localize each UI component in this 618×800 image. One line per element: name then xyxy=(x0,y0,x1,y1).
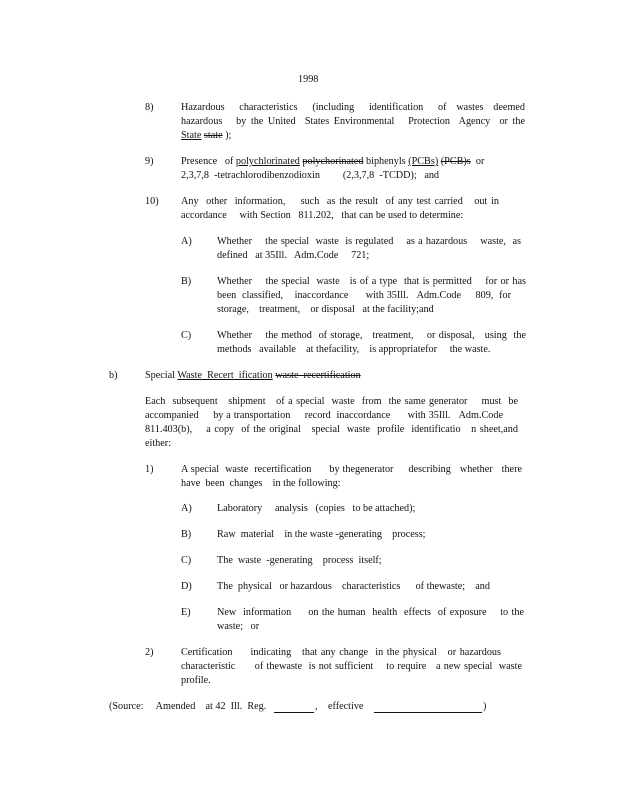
section-b-para-line-3: 811.403(b), a copy of the original special waste profile identificatio n sheet,and xyxy=(145,424,518,435)
item-10-line-2: accordance with Section 811.202, that can be used to determine: xyxy=(181,210,464,221)
source-comma: , xyxy=(315,701,318,712)
item-9-text: or xyxy=(470,156,485,167)
item-9-line-2: 2,3,7,8 -tetrachlorodibenzodioxin (2,3,7,8 -TCDD); and xyxy=(181,170,440,181)
item-1-d-number: D) xyxy=(181,581,192,592)
page-number: 1998 xyxy=(298,74,319,85)
item-1-b-number: B) xyxy=(181,529,192,540)
item-10-line-1: Any other information, such as the result of any test carried out in xyxy=(181,196,499,207)
item-1-line-2: have been changes in the following: xyxy=(181,478,341,489)
item-10-b-line-2: been classified, inaccordance with 35Ill. Adm.Code 809, for xyxy=(217,290,511,301)
item-10-c-line-1: Whether the method of storage, treatment, or disposal, using the xyxy=(217,330,526,341)
item-1-c-text: The waste -generating process itself; xyxy=(217,555,382,566)
item-10-number: 10) xyxy=(145,196,159,207)
item-9-line-1 xyxy=(181,155,484,169)
blank-register-volume xyxy=(274,712,314,713)
item-10-c-line-2: methods available at thefacility, is appropriatefor the waste. xyxy=(217,344,491,355)
item-10-b-line-1: Whether the special waste is of a type that is permitted for or has xyxy=(217,276,526,287)
item-1-e-line-1: New information on the human health effects of exposure to the xyxy=(217,607,524,618)
inserted-text: State xyxy=(181,130,202,141)
item-1-d-text: The physical or hazardous characteristics of thewaste; and xyxy=(217,581,490,592)
section-b-heading-text: Special xyxy=(145,370,178,381)
item-10-a-number: A) xyxy=(181,236,192,247)
section-b-number: b) xyxy=(109,370,118,381)
item-1-a-text: Laboratory analysis (copies to be attached); xyxy=(217,503,416,514)
item-2-line-2: characteristic of thewaste is not sufficient to require a new special waste xyxy=(181,661,522,672)
item-9-text: Presence of xyxy=(181,156,236,167)
item-8-line-1: Hazardous characteristics (including identification of wastes deemed xyxy=(181,102,525,113)
item-1-number: 1) xyxy=(145,464,154,475)
item-2-line-1: Certification indicating that any change in the physical or hazardous xyxy=(181,647,501,658)
section-b-para-line-1: Each subsequent shipment of a special waste from the same generator must be xyxy=(145,396,518,407)
item-1-b-text: Raw material in the waste -generating process; xyxy=(217,529,426,540)
deleted-text: polychorinated xyxy=(302,156,364,167)
item-9-number: 9) xyxy=(145,156,154,167)
deleted-text: state xyxy=(203,130,223,141)
item-2-line-3: profile. xyxy=(181,675,211,686)
item-8-line-2: hazardous by the United States Environmental Protection Agency or the xyxy=(181,116,525,127)
section-b-heading xyxy=(145,369,361,383)
item-10-a-line-1: Whether the special waste is regulated as a hazardous waste, as xyxy=(217,236,521,247)
blank-effective-date xyxy=(374,712,482,713)
item-9-text: biphenyls xyxy=(363,156,409,167)
deleted-text: waste recertification xyxy=(275,370,361,381)
item-10-a-line-2: defined at 35Ill. Adm.Code 721; xyxy=(217,250,370,261)
source-effective-label: effective xyxy=(328,701,364,712)
section-b-para-line-2: accompanied by a transportation record inaccordance with 35Ill. Adm.Code xyxy=(145,410,503,421)
item-1-c-number: C) xyxy=(181,555,192,566)
inserted-text: Waste Recert ification xyxy=(177,370,273,381)
item-1-e-number: E) xyxy=(181,607,191,618)
item-8-number: 8) xyxy=(145,102,154,113)
inserted-text: polychlorinated xyxy=(235,156,300,167)
item-2-number: 2) xyxy=(145,647,154,658)
item-8-line-3 xyxy=(181,129,231,143)
item-8-line-3-rest: ); xyxy=(222,130,232,141)
item-10-b-line-3: storage, treatment, or disposal at the facility;and xyxy=(217,304,434,315)
inserted-text: (PCBs) xyxy=(408,156,439,167)
item-10-b-number: B) xyxy=(181,276,192,287)
item-10-c-number: C) xyxy=(181,330,192,341)
source-label: (Source: Amended at 42 Ill. Reg. xyxy=(109,701,267,712)
item-1-a-number: A) xyxy=(181,503,192,514)
section-b-para-line-4: either: xyxy=(145,438,172,449)
item-1-e-line-2: waste; or xyxy=(217,621,260,632)
deleted-text: (PCB)s xyxy=(440,156,471,167)
source-close-paren: ) xyxy=(483,701,487,712)
item-1-line-1: A special waste recertification by thegenerator describing whether there xyxy=(181,464,522,475)
